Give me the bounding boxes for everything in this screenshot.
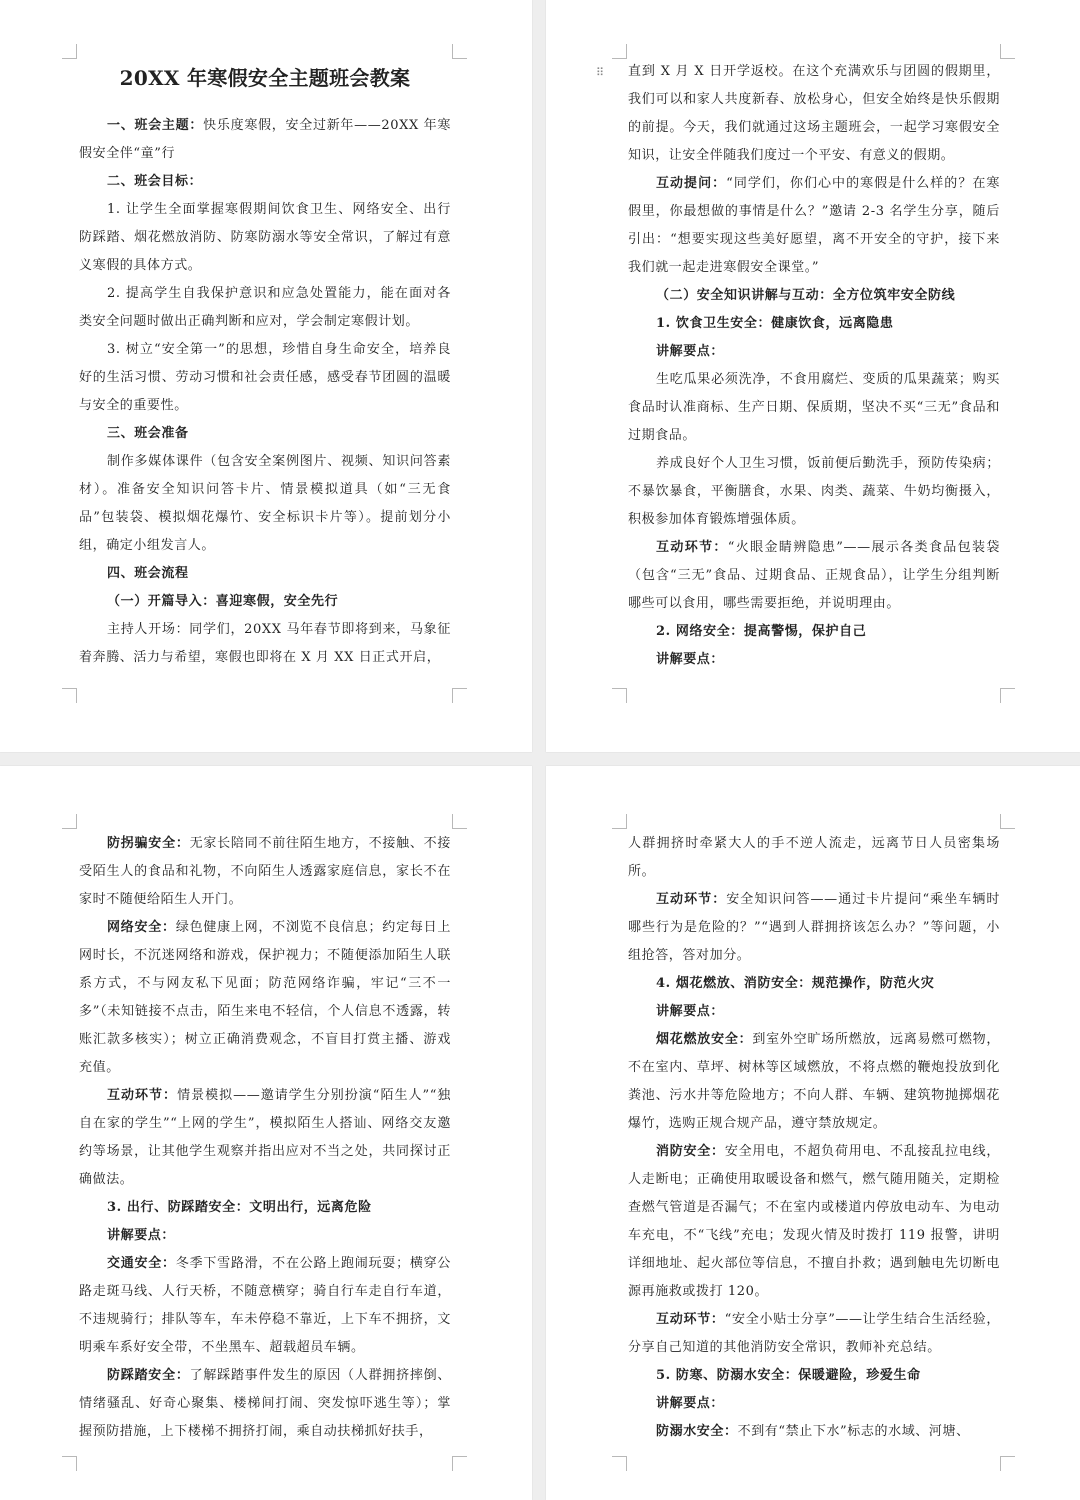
paragraph-text: “火眼金睛辨隐患”——展示各类食品包装袋（包含“三无”食品、过期食品、正规食品），让学生分组判断哪些可以食用，哪些需要拒绝，并说明理由。	[628, 540, 1000, 611]
paragraph-text: 冬季下雪路滑，不在公路上跑闹玩耍；横穿公路走斑马线、人行天桥，不随意横穿；骑自行车走自行车道，不违规骑行；排队等车，车未停稳不靠近，上下车不拥挤，文明乘车系好安全带，不坐黑车、超载超员车辆。	[79, 1256, 451, 1355]
section-heading: （一）开篇导入：喜迎寒假，安全先行	[107, 594, 339, 609]
page-2-text	[628, 58, 1000, 674]
lead-label: 烟花燃放安全：	[656, 1032, 753, 1047]
section-heading: 1. 饮食卫生安全：健康饮食，远离隐患	[656, 316, 894, 331]
section-heading: 讲解要点：	[107, 1228, 176, 1243]
document-title: 20XX 年寒假安全主题班会教案	[119, 66, 411, 90]
paragraph: 2. 提高学生自我保护意识和应急处置能力，能在面对各类安全问题时做出正确判断和应对，学会制定寒假计划。	[79, 286, 451, 329]
section-heading: 3. 出行、防踩踏安全：文明出行，远离危险	[107, 1200, 372, 1215]
paragraph: 养成良好个人卫生习惯，饭前便后勤洗手，预防传染病；不暴饮暴食，平衡膳食，水果、肉类、蔬菜、牛奶均衡摄入，积极参加体育锻炼增强体质。	[628, 456, 1000, 527]
crop-mark	[62, 814, 77, 829]
section-heading: 讲解要点：	[656, 1004, 725, 1019]
lead-label: 互动提问：	[656, 176, 727, 191]
page-4-text	[628, 830, 1000, 1446]
crop-mark	[612, 814, 627, 829]
lead-label: 互动环节：	[656, 892, 727, 907]
page-2	[546, 0, 1080, 752]
lead-label: 网络安全：	[107, 920, 176, 935]
paragraph-text: 无家长陪同不前往陌生地方，不接触、不接受陌生人的食品和礼物，不向陌生人透露家庭信息，家长不在家时不随便给陌生人开门。	[79, 836, 451, 907]
paragraph: 主持人开场：同学们，20XX 马年春节即将到来，马象征着奔腾、活力与希望，寒假也即将在 X 月 XX 日正式开启，	[79, 622, 451, 665]
paragraph: 1. 让学生全面掌握寒假期间饮食卫生、网络安全、出行防踩踏、烟花燃放消防、防寒防溺水等安全常识，了解过有意义寒假的具体方式。	[79, 202, 451, 273]
section-heading: 2. 网络安全：提高警惕，保护自己	[656, 624, 867, 639]
section-heading: 讲解要点：	[656, 1396, 725, 1411]
lead-label: 互动环节：	[656, 540, 728, 555]
crop-mark	[1000, 1456, 1015, 1471]
page-3-text	[79, 830, 451, 1446]
crop-mark	[1000, 44, 1015, 59]
paragraph	[79, 914, 451, 1082]
paragraph	[79, 1362, 451, 1446]
crop-mark	[612, 1456, 627, 1471]
paragraph	[628, 886, 1000, 970]
section-heading: 4. 烟花燃放、消防安全：规范操作，防范火灾	[656, 976, 935, 991]
lead-label: 消防安全：	[656, 1144, 725, 1159]
paragraph	[79, 830, 451, 914]
paragraph-text: 快乐度寒假，安全过新年——20XX 年寒假安全伴“童”行	[79, 118, 452, 161]
section-heading: 三、班会准备	[107, 426, 189, 441]
paragraph-text: 安全知识问答——通过卡片提问“乘坐车辆时哪些行为是危险的？”“遇到人群拥挤该怎么办？”等问题，小组抢答，答对加分。	[628, 892, 1000, 963]
paragraph: 人群拥挤时牵紧大人的手不逆人流走，远离节日人员密集场所。	[628, 836, 1000, 879]
crop-mark	[62, 688, 77, 703]
lead-label: 交通安全：	[107, 1256, 176, 1271]
paragraph: 制作多媒体课件（包含安全案例图片、视频、知识问答素材）。准备安全知识问答卡片、情景模拟道具（如“三无食品”包装袋、模拟烟花爆竹、安全标识卡片等）。提前划分小组，确定小组发言人。	[79, 454, 451, 553]
lead-label: 防溺水安全：	[656, 1424, 738, 1439]
paragraph	[628, 1306, 1000, 1362]
page-4	[546, 766, 1080, 1500]
section-heading: 讲解要点：	[656, 344, 725, 359]
paragraph-text: 了解踩踏事件发生的原因（人群拥挤摔倒、情绪骚乱、好奇心聚集、楼梯间打闹、突发惊吓逃生等）；掌握预防措施，上下楼梯不拥挤打闹，乘自动扶梯抓好扶手，	[79, 1368, 451, 1439]
paragraph	[79, 1082, 451, 1194]
paragraph-text: 不到有“禁止下水”标志的水域、河塘、	[737, 1424, 970, 1439]
lead-label: 防踩踏安全：	[107, 1368, 190, 1383]
crop-mark	[62, 44, 77, 59]
paragraph	[628, 1418, 1000, 1446]
paragraph-text: 安全用电，不超负荷用电、不乱接乱拉电线，人走断电；正确使用取暖设备和燃气，燃气随用随关，定期检查燃气管道是否漏气；不在室内或楼道内停放电动车、为电动车充电，不“飞线”充电；发现火情及时拨打 119 报警，讲明详细地址、起火部位等信息，不擅自扑救；遇到触电先切断电源再施救或拨打 120。	[628, 1144, 1000, 1299]
paragraph-text: 绿色健康上网，不浏览不良信息；约定每日上网时长，不沉迷网络和游戏，保护视力；不随便添加陌生人联系方式，不与网友私下见面；防范网络诈骗，牢记“三不一多”（未知链接不点击，陌生来电不轻信，个人信息不透露，转账汇款多核实）；树立正确消费观念，不盲目打赏主播、游戏充值。	[79, 920, 451, 1075]
paragraph	[79, 112, 451, 168]
section-heading: 二、班会目标：	[107, 174, 203, 189]
crop-mark	[1000, 688, 1015, 703]
section-heading: （二）安全知识讲解与互动：全方位筑牢安全防线	[656, 288, 956, 303]
page-1-text	[79, 112, 451, 672]
section-heading: 四、班会流程	[107, 566, 189, 581]
paragraph-text: 到室外空旷场所燃放，远离易燃可燃物，不在室内、草坪、树林等区域燃放，不将点燃的鞭炮投放到化粪池、污水井等危险地方；不向人群、车辆、建筑物抛掷烟花爆竹，选购正规合规产品，遵守禁放规定。	[628, 1032, 1000, 1131]
crop-mark	[452, 814, 467, 829]
lead-label: 一、班会主题：	[107, 118, 204, 133]
paragraph	[628, 1026, 1000, 1138]
paragraph-text: “同学们，你们心中的寒假是什么样的？在寒假里，你最想做的事情是什么？”邀请 2-3 名学生分享，随后引出：“想要实现这些美好愿望，离不开安全的守护，接下来我们就一起走进寒假安全课堂。”	[628, 176, 1000, 275]
paragraph	[628, 170, 1000, 282]
crop-mark	[452, 44, 467, 59]
page-3	[0, 766, 532, 1500]
drag-handle-icon[interactable]: ⠿	[596, 66, 604, 79]
paragraph	[79, 1250, 451, 1362]
lead-label: 防拐骗安全：	[107, 836, 190, 851]
paragraph	[628, 534, 1000, 618]
lead-label: 互动环节：	[656, 1312, 725, 1327]
lead-label: 互动环节：	[107, 1088, 178, 1103]
paragraph	[628, 1138, 1000, 1306]
crop-mark	[612, 44, 627, 59]
crop-mark	[452, 1456, 467, 1471]
crop-mark	[452, 688, 467, 703]
section-heading: 5. 防寒、防溺水安全：保暖避险，珍爱生命	[656, 1368, 921, 1383]
crop-mark	[1000, 814, 1015, 829]
paragraph-text: “安全小贴士分享”——让学生结合生活经验，分享自己知道的其他消防安全常识，教师补充总结。	[628, 1312, 1000, 1355]
crop-mark	[62, 1456, 77, 1471]
crop-mark	[612, 688, 627, 703]
page-1	[0, 0, 532, 752]
paragraph: 3. 树立“安全第一”的思想，珍惜自身生命安全，培养良好的生活习惯、劳动习惯和社会责任感，感受春节团圆的温暖与安全的重要性。	[79, 342, 451, 413]
paragraph: 直到 X 月 X 日开学返校。在这个充满欢乐与团圆的假期里，我们可以和家人共度新春、放松身心，但安全始终是快乐假期的前提。今天，我们就通过这场主题班会，一起学习寒假安全知识，让安全伴随我们度过一个平安、有意义的假期。	[628, 64, 1000, 163]
section-heading: 讲解要点：	[656, 652, 725, 667]
paragraph: 生吃瓜果必须洗净，不食用腐烂、变质的瓜果蔬菜；购买食品时认准商标、生产日期、保质期，坚决不买“三无”食品和过期食品。	[628, 372, 1000, 443]
paragraph-text: 情景模拟——邀请学生分别扮演“陌生人”“独自在家的学生”“上网的学生”，模拟陌生人搭讪、网络交友邀约等场景，让其他学生观察并指出应对不当之处，共同探讨正确做法。	[79, 1088, 451, 1187]
